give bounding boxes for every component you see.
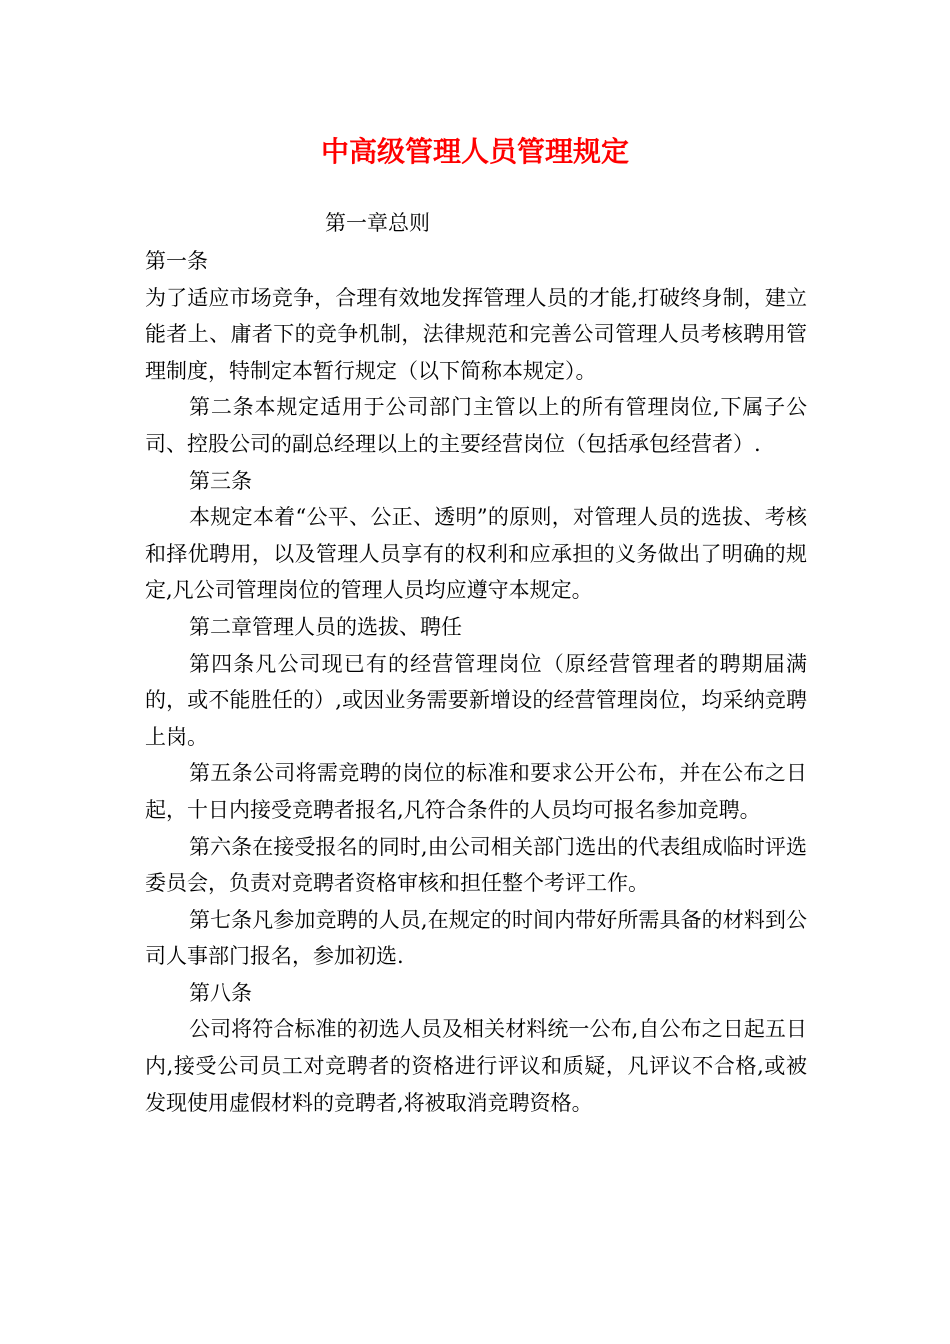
paragraph-article-7: 第七条凡参加竞聘的人员,在规定的时间内带好所需具备的材料到公司人事部门报名，参加初选. — [145, 907, 807, 969]
paragraph-article-1-body: 为了适应市场竞争，合理有效地发挥管理人员的才能,打破终身制，建立能者上、庸者下的竞争机制，法律规范和完善公司管理人员考核聘用管理制度，特制定本暂行规定（以下简称本规定）。 — [145, 285, 807, 383]
paragraph-article-6: 第六条在接受报名的同时,由公司相关部门选出的代表组成临时评选委员会，负责对竞聘者资格审核和担任整个考评工作。 — [145, 834, 807, 896]
paragraph-article-2: 第二条本规定适用于公司部门主管以上的所有管理岗位,下属子公司、控股公司的副总经理以上的主要经营岗位（包括承包经营者）. — [145, 395, 807, 456]
paragraph-article-1-heading: 第一条 — [145, 249, 208, 273]
paragraph-article-5: 第五条公司将需竞聘的岗位的标准和要求公开公布，并在公布之日起，十日内接受竞聘者报名,凡符合条件的人员均可报名参加竞聘。 — [145, 761, 807, 822]
paragraph-article-8-body: 公司将符合标准的初选人员及相关材料统一公布,自公布之日起五日内,接受公司员工对竞聘者的资格进行评议和质疑，凡评议不合格,或被发现使用虚假材料的竞聘者,将被取消竞聘资格。 — [145, 1017, 807, 1115]
chapter-one-heading: 第一章总则 — [325, 211, 430, 235]
paragraph-article-3-heading: 第三条 — [189, 468, 252, 493]
document-body — [145, 243, 807, 1121]
paragraph-article-8-heading: 第八条 — [189, 980, 252, 1005]
document-title: 中高级管理人员管理规定 — [320, 135, 629, 168]
paragraph-article-3-body: 本规定本着“公平、公正、透明”的原则，对管理人员的选拔、考核和择优聘用，以及管理人员享有的权利和应承担的义务做出了明确的规定,凡公司管理岗位的管理人员均应遵守本规定。 — [145, 505, 807, 603]
chapter-two-heading: 第二章管理人员的选拔、聘任 — [189, 614, 462, 639]
paragraph-article-4: 第四条凡公司现已有的经营管理岗位（原经营管理者的聘期届满的，或不能胜任的）,或因业务需要新增设的经营管理岗位，均采纳竞聘上岗。 — [145, 651, 807, 749]
